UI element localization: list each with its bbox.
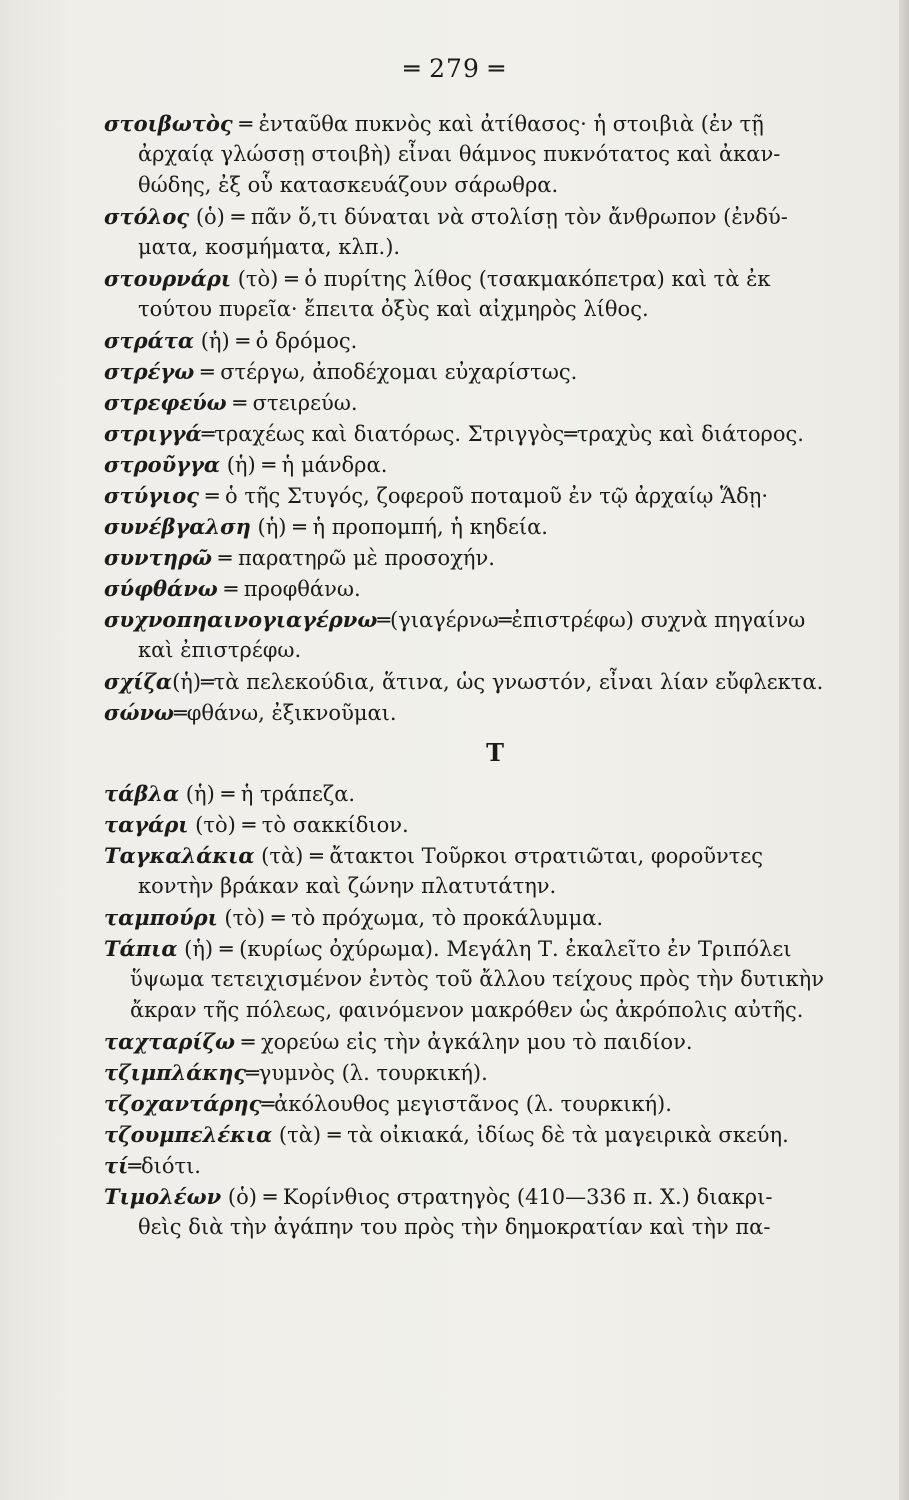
glossary-entry <box>104 902 856 933</box>
glossary-entry <box>104 933 856 1026</box>
entry-term: Τάπια <box>104 936 178 961</box>
glossary-entry <box>104 108 856 201</box>
glossary-entry <box>104 604 856 666</box>
entry-term: στριγγά <box>104 421 202 446</box>
entry-first-line <box>104 1181 856 1212</box>
entry-definition: ═ παρατηρῶ μὲ προσοχήν. <box>211 546 495 570</box>
glossary-entry <box>104 356 856 387</box>
entry-continuation-line <box>104 995 856 1026</box>
glossary-entry <box>104 809 856 840</box>
entry-term: συντηρῶ <box>104 545 212 570</box>
glossary-entry <box>104 418 856 449</box>
glossary-entry <box>104 666 856 697</box>
entry-definition: ═ ἐνταῦθα πυκνὸς καὶ ἀτίθασος· ἡ στοιβιὰ (ἐν τῇ <box>232 112 764 136</box>
glossary-entry <box>104 263 856 325</box>
entry-definition: (ἡ) ═ ἡ προπομπή, ἡ κηδεία. <box>250 515 548 539</box>
entry-definition: ═ προφθάνω. <box>217 577 361 601</box>
entry-definition: κοντὴν βράκαν καὶ ζώνην πλατυτάτην. <box>138 874 557 898</box>
entry-term: τζοχαντάρης <box>104 1091 262 1116</box>
entry-term: Ταγκαλάκια <box>104 843 255 868</box>
entry-definition: ═φθάνω, ἐξικνοῦμαι. <box>174 701 397 725</box>
entry-continuation-line <box>104 170 856 201</box>
entry-continuation-line <box>104 871 856 902</box>
entry-definition: ═τραχέως καὶ διατόρως. Στριγγὸς═τραχὺς καὶ διάτορος. <box>201 422 804 446</box>
entry-definition: (τὸ) ═ τὸ πρόχωμα, τὸ προκάλυμμα. <box>217 906 604 930</box>
sigma-section <box>104 108 856 728</box>
page-edge <box>899 0 909 1500</box>
entry-definition: θεὶς διὰ τὴν ἀγάπην του πρὸς τὴν δημοκρατίαν καὶ τὴν πα- <box>138 1215 771 1239</box>
entry-term: συνέβγαλση <box>104 514 251 539</box>
entry-definition: ματα, κοσμήματα, κλπ.). <box>138 235 401 259</box>
entry-continuation-line <box>104 232 856 263</box>
entry-term: σχίζα <box>104 669 173 694</box>
entry-first-line <box>104 511 856 542</box>
entry-term: ταγάρι <box>104 812 189 837</box>
entry-definition: ═διότι. <box>128 1154 201 1178</box>
glossary-entry <box>104 480 856 511</box>
entry-first-line <box>104 263 856 294</box>
entry-definition: ἀρχαίᾳ γλώσσῃ στοιβὴ) εἶναι θάμνος πυκνότατος καὶ ἀκαν- <box>138 142 781 166</box>
glossary-entry <box>104 511 856 542</box>
entry-definition: ═ χορεύω εἰς τὴν ἀγκάλην μου τὸ παιδίον. <box>234 1030 693 1054</box>
entry-term: στρεφεύω <box>104 390 227 415</box>
entry-first-line <box>104 902 856 933</box>
entry-term: σύφθάνω <box>104 576 218 601</box>
glossary-entry <box>104 201 856 263</box>
glossary-entry <box>104 778 856 809</box>
entry-definition: (ἡ) ═ ἡ τράπεζα. <box>179 782 356 806</box>
entry-first-line <box>104 697 856 728</box>
entry-term: στροῦγγα <box>104 452 221 477</box>
glossary-entry <box>104 1057 856 1088</box>
glossary-entry <box>104 325 856 356</box>
entry-definition: (ὁ) ═ πᾶν ὅ,τι δύναται νὰ στολίσῃ τὸν ἄνθρωπον (ἐνδύ- <box>189 205 788 229</box>
tau-section <box>104 778 856 1243</box>
entry-first-line <box>104 840 856 871</box>
glossary-entry <box>104 1181 856 1243</box>
glossary-entry <box>104 697 856 728</box>
entry-definition: ═γυμνὸς (λ. τουρκική). <box>246 1061 488 1085</box>
entry-first-line <box>104 201 856 232</box>
entry-first-line <box>104 1150 856 1181</box>
entry-first-line <box>104 108 856 139</box>
entry-definition: ═(γιαγέρνω═ἐπιστρέφω) συχνὰ πηγαίνω <box>377 608 806 632</box>
entry-continuation-line <box>104 294 856 325</box>
entry-continuation-line <box>104 139 856 170</box>
entry-definition: καὶ ἐπιστρέφω. <box>138 638 302 662</box>
entry-term: στουρνάρι <box>104 266 232 291</box>
entry-continuation-line <box>104 1212 856 1243</box>
entry-term: στρέγω <box>104 359 195 384</box>
entry-continuation-line <box>104 964 856 995</box>
entry-definition: τούτου πυρεῖα· ἔπειτα ὀξὺς καὶ αἰχμηρὸς λίθος. <box>138 297 649 321</box>
page-number: ═ 279 ═ <box>404 54 505 83</box>
entry-term: στοιβωτὸς <box>104 111 233 136</box>
entry-definition: θώδης, ἐξ οὗ κατασκευάζουν σάρωθρα. <box>138 173 559 197</box>
glossary-entry <box>104 542 856 573</box>
entry-term: τζουμπελέκια <box>104 1122 273 1147</box>
entry-definition: (ἡ)═τὰ πελεκούδια, ἅτινα, ὡς γνωστόν, εἶναι λίαν εὔφλεκτα. <box>172 670 824 694</box>
entry-definition: (ὁ) ═ Κορίνθιος στρατηγὸς (410—336 π. Χ.) διακρι- <box>221 1185 773 1209</box>
entry-term: στράτα <box>104 328 195 353</box>
entry-term: σώνω <box>104 700 175 725</box>
entry-first-line <box>104 604 856 635</box>
entry-continuation-line <box>104 635 856 666</box>
glossary-entry <box>104 1119 856 1150</box>
glossary-entry <box>104 387 856 418</box>
entry-definition: ═ στέργω, ἀποδέχομαι εὐχαρίστως. <box>194 360 578 384</box>
entry-term: τάβλα <box>104 781 180 806</box>
entry-definition: (τὰ) ═ ἄτακτοι Τοῦρκοι στρατιῶται, φοροῦντες <box>254 844 764 868</box>
entry-first-line <box>104 325 856 356</box>
entry-definition: (τὸ) ═ τὸ σακκίδιον. <box>188 813 409 837</box>
entry-definition: (τὰ) ═ τὰ οἰκιακά, ἰδίως δὲ τὰ μαγειρικὰ σκεύη. <box>272 1123 789 1147</box>
glossary-entry <box>104 840 856 902</box>
entry-first-line <box>104 1119 856 1150</box>
glossary-entry <box>104 449 856 480</box>
entry-definition: ἄκραν τῆς πόλεως, φαινόμενον μακρόθεν ὡς ἀκρόπολις αὐτῆς. <box>130 998 804 1022</box>
entry-first-line <box>104 933 856 964</box>
glossary-entries <box>104 108 856 1243</box>
glossary-entry <box>104 1150 856 1181</box>
entry-first-line <box>104 356 856 387</box>
entry-definition: ═ στειρεύω. <box>226 391 358 415</box>
entry-definition: (ἡ) ═ ὁ δρόμος. <box>194 329 358 353</box>
entry-first-line <box>104 666 856 697</box>
entry-definition: (τὸ) ═ ὁ πυρίτης λίθος (τσακμακόπετρα) καὶ τὰ ἐκ <box>231 267 771 291</box>
entry-first-line <box>104 1088 856 1119</box>
entry-definition: ὕψωμα τετειχισμένον ἐντὸς τοῦ ἄλλου τείχους πρὸς τὴν δυτικὴν <box>130 967 824 991</box>
section-letter: Τ <box>486 738 504 767</box>
entry-first-line <box>104 809 856 840</box>
entry-first-line <box>104 1026 856 1057</box>
entry-term: ταμπούρι <box>104 905 218 930</box>
entry-first-line <box>104 480 856 511</box>
entry-definition: (ἡ) ═ ἡ μάνδρα. <box>220 453 388 477</box>
glossary-entry <box>104 573 856 604</box>
entry-term: συχνοπηαινογιαγέρνω <box>104 607 378 632</box>
entry-definition: (ἡ) ═ (κυρίως ὀχύρωμα). Μεγάλη Τ. ἐκαλεῖτο ἐν Τριπόλει <box>177 937 792 961</box>
entry-first-line <box>104 542 856 573</box>
entry-definition: ═ ὁ τῆς Στυγός, ζοφεροῦ ποταμοῦ ἐν τῷ ἀρχαίῳ Ἅδῃ· <box>199 484 769 508</box>
entry-first-line <box>104 418 856 449</box>
glossary-entry <box>104 1088 856 1119</box>
entry-term: στόλος <box>104 204 190 229</box>
entry-first-line <box>104 573 856 604</box>
entry-term: Τιμολέων <box>104 1184 222 1209</box>
glossary-entry <box>104 1026 856 1057</box>
entry-term: τί <box>104 1153 129 1178</box>
entry-definition: ═ἀκόλουθος μεγιστᾶνος (λ. τουρκική). <box>261 1092 672 1116</box>
entry-first-line <box>104 387 856 418</box>
entry-first-line <box>104 778 856 809</box>
entry-first-line <box>104 1057 856 1088</box>
entry-term: ταχταρίζω <box>104 1029 235 1054</box>
entry-term: στύγιος <box>104 483 200 508</box>
entry-term: τζιμπλάκης <box>104 1060 247 1085</box>
entry-first-line <box>104 449 856 480</box>
